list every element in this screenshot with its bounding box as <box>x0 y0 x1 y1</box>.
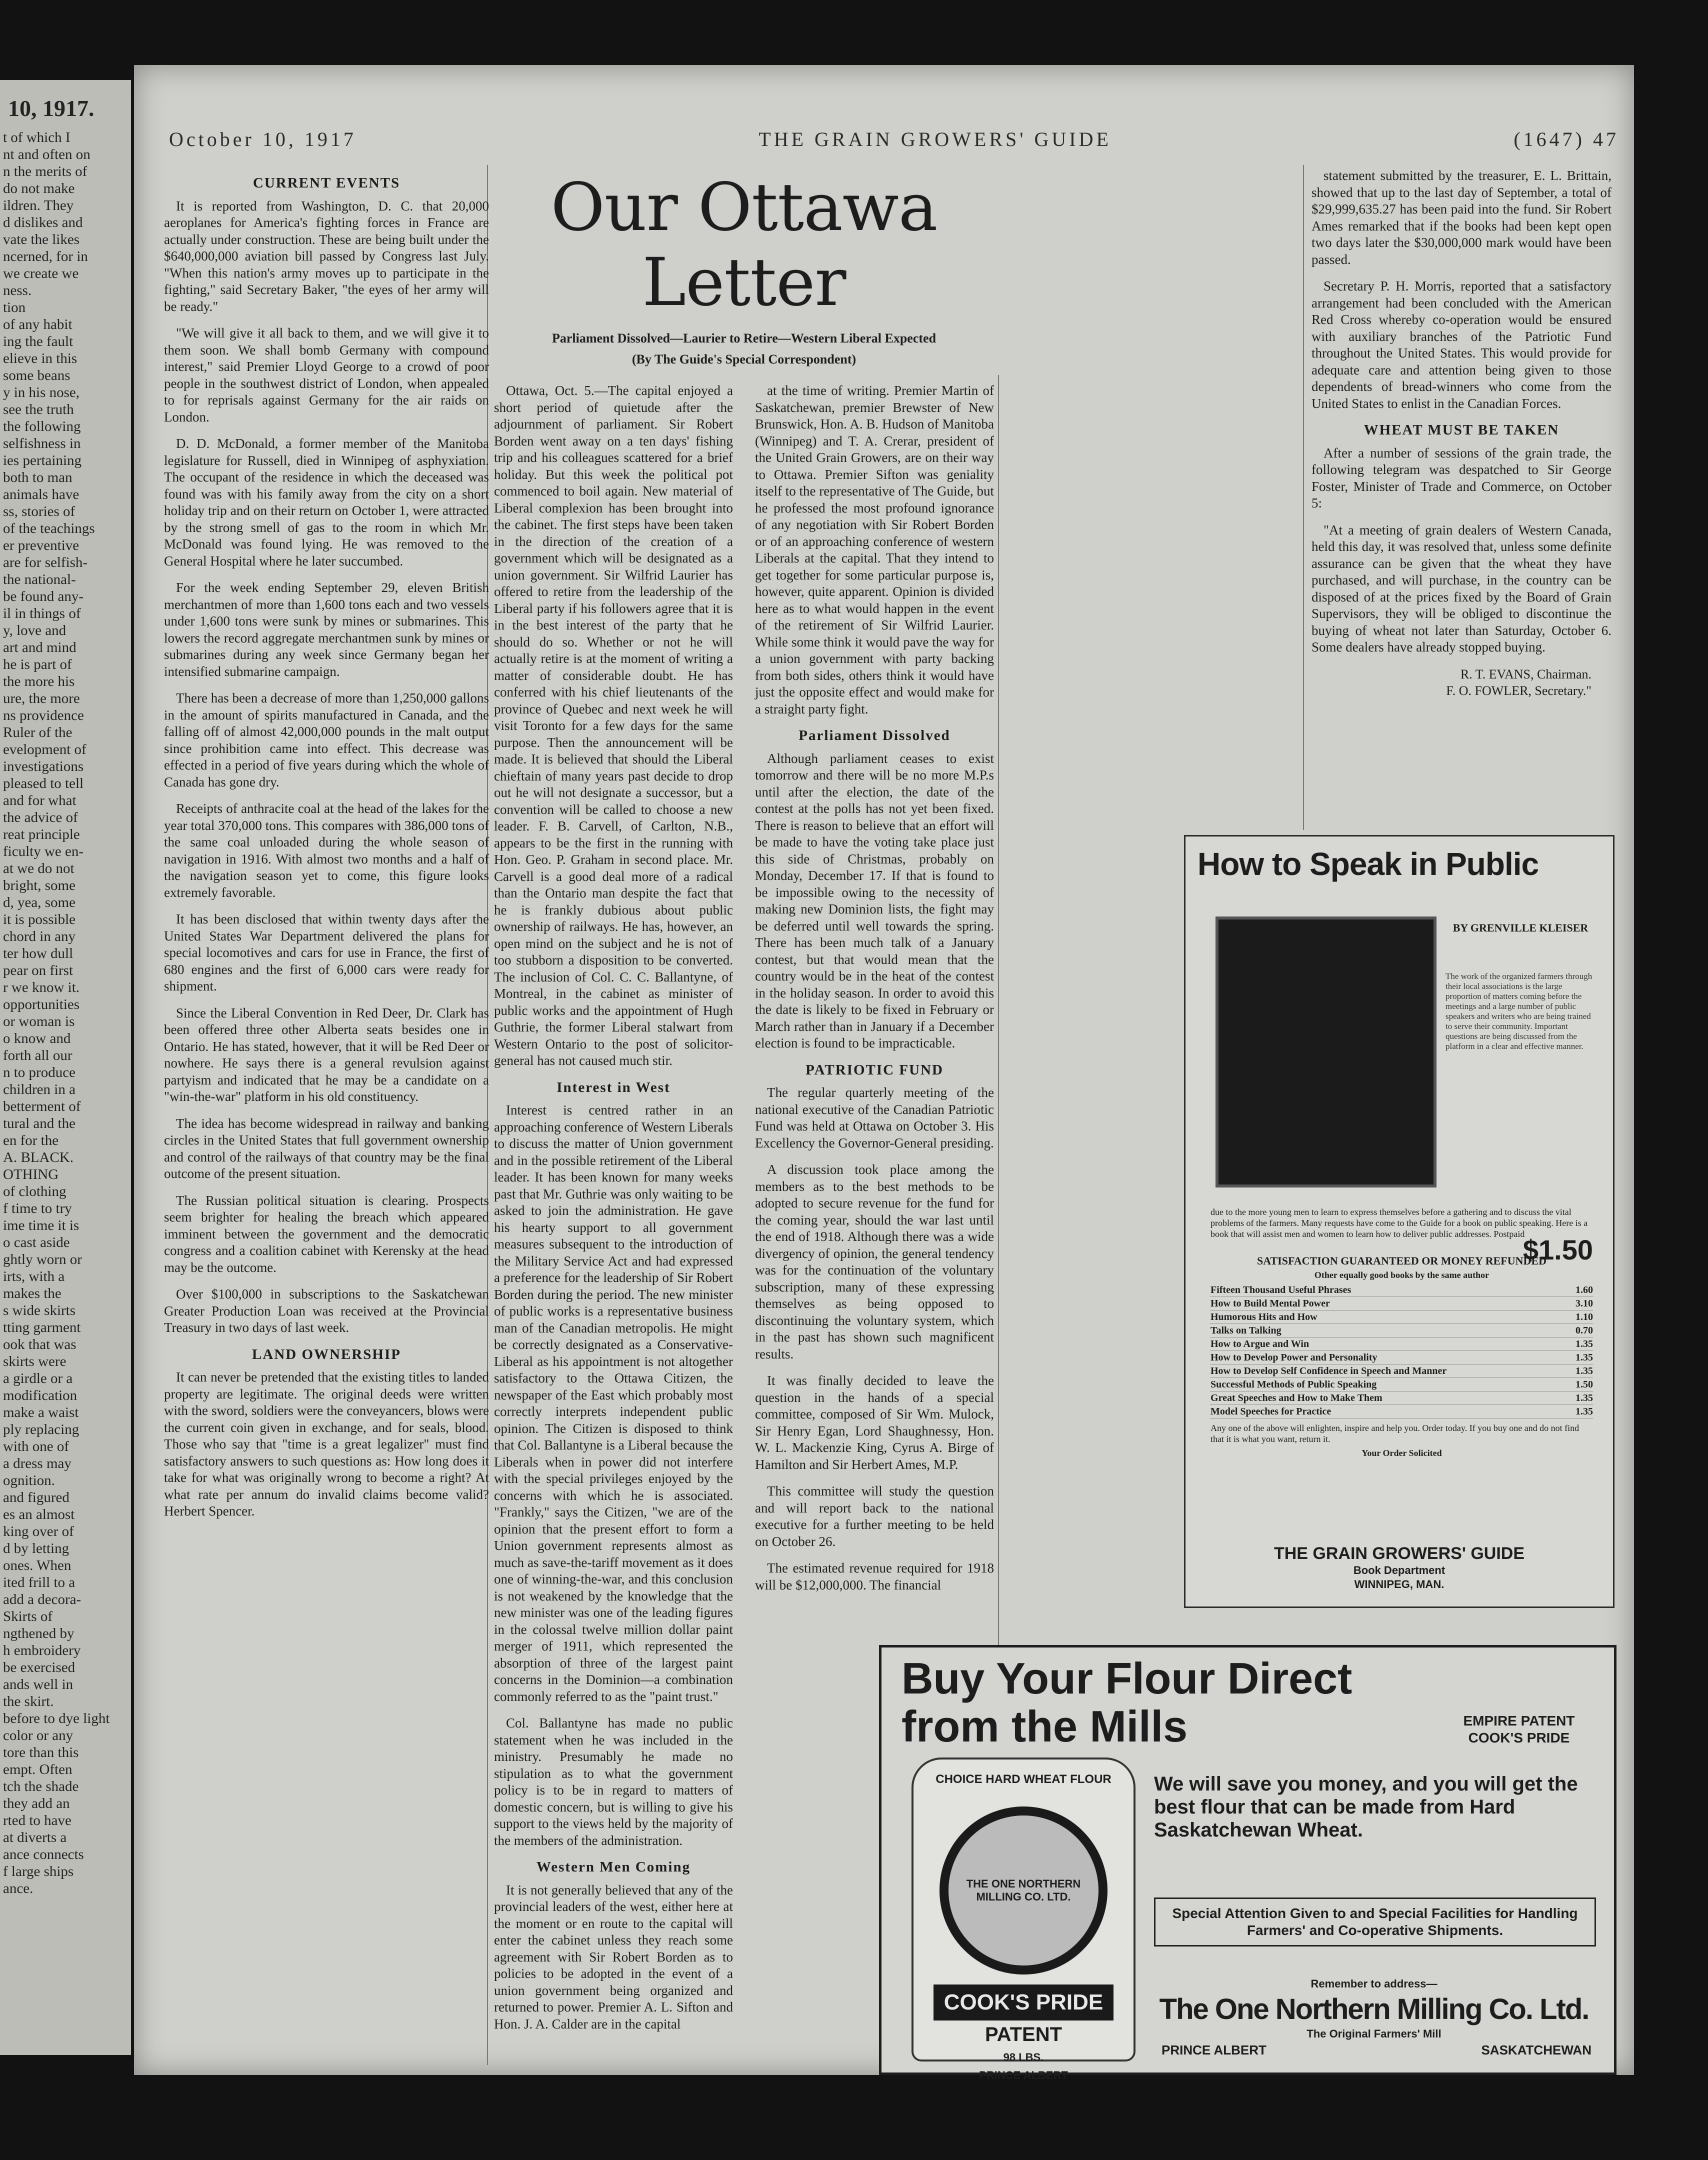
previous-page-line: h embroidery <box>3 1642 81 1658</box>
previous-page-line: d dislikes and <box>3 214 83 230</box>
previous-page-line: es an almost <box>3 1506 75 1522</box>
interest-body <box>494 1102 733 1849</box>
special-attention-box: Special Attention Given to and Special Facilities for Handling Farmers' and Co-operative Shipments. <box>1154 1898 1596 1946</box>
book-title: Fifteen Thousand Useful Phrases <box>1210 1284 1352 1296</box>
previous-page-line: children in a <box>3 1082 76 1098</box>
book-list-item <box>1210 1324 1593 1338</box>
book-title: Humorous Hits and How <box>1210 1312 1318 1322</box>
remember-address: Remember to address— <box>1310 1978 1438 1990</box>
previous-page-line: empt. Often <box>3 1762 72 1778</box>
previous-page-line: selfishness in <box>3 436 81 452</box>
bag-weight: 98 LBS. <box>1003 2051 1044 2064</box>
previous-page-line: ance connects <box>3 1846 84 1862</box>
previous-page-line: some beans <box>3 368 70 384</box>
previous-page-line: il in things of <box>3 606 81 622</box>
previous-page-line: evelopment of <box>3 742 86 758</box>
previous-page-line: n the merits of <box>3 164 88 180</box>
previous-page-line: ognition. <box>3 1472 55 1488</box>
column-paragraph: After a number of sessions of the grain trade, the following telegram was despatched to Sir George Foster, Minister of Trade and Commerce, on October 5: <box>1312 445 1612 510</box>
previous-page-line: and for what <box>3 792 76 808</box>
dissolved-heading: Parliament Dissolved <box>798 728 950 744</box>
previous-page-line: ghtly worn or <box>3 1252 82 1268</box>
previous-page-line: tore than this <box>3 1744 79 1760</box>
article-continued <box>755 382 994 718</box>
company-name: The One Northern Milling Co. Ltd. <box>1159 1993 1589 2026</box>
previous-page-line: animals have <box>3 486 80 502</box>
column-paragraph: "At a meeting of grain dealers of Western Canada, held this day, it was resolved that, unless some definite assurance can be given that the wheat they have purchased, and will purchase, in the country can be disposed of at the prices fixed by the Board of Grain Supervisors, they will be obliged to discontinue the buying of wheat not later than Saturday, October 6. Some dealers have already stopped buying. <box>1312 522 1612 654</box>
previous-page-line: be found any- <box>3 588 84 604</box>
previous-page-line: rted to have <box>3 1812 72 1828</box>
previous-page-line: o cast aside <box>3 1234 70 1250</box>
running-head <box>169 125 1619 153</box>
article-paragraph: Ottawa, Oct. 5.—The capital enjoyed a short period of quietude after the adjournment of parliament. Sir Robert Borden went away on a ten days' fishing trip and his colleagues scattered for a brief holiday. But this week the political pot commenced to boil again. New material of Liberal complexion has been brought into the cabinet. The first steps have been taken in the direction of the creation of a government which will be designated as a union government. Sir Wilfrid Laurier has offered to retire from the leadership of the Liberal party if his followers agree that it is in the best interest of the party that he should do so. Whether or not he will actually retire is at the moment of writing a matter of considerable doubt. He has conferred with his chief lieutenants of the province of Quebec and next week he will visit Toronto for a few days for the same purpose. Then the announcement will be made. It is believed that should the Liberal chieftain of many years past decide to drop out he will not designate a successor, but a convention will be called to choose a new leader. F. B. Carvell, of Carlton, N.B., appears to be the first in the running with Hon. Geo. P. Graham in second place. Mr. Carvell is a good deal more of a radical than the Ontario man despite the fact that he is frankly dubious about public ownership of railways. He has, however, an open mind on the subject and he is not of too stubborn a disposition to be converted. The inclusion of Col. C. C. Ballantyne, of Montreal, in the cabinet as minister of public works and the appointment of Hugh Guthrie, the former Liberal stalwart from Western Ontario to the post of solicitor-general has not caused much stir. <box>494 383 733 1068</box>
brand-cooks: COOK'S PRIDE <box>1468 1730 1570 1746</box>
previous-page-line: d by letting <box>3 1540 70 1556</box>
company-address <box>1162 2042 1592 2058</box>
book-price-item: 1.60 <box>1576 1284 1593 1296</box>
previous-page-line: Ruler of the <box>3 724 72 740</box>
book-title: Great Speeches and How to Make Them <box>1210 1392 1382 1404</box>
western-men-heading: Western Men Coming <box>536 1859 691 1875</box>
previous-page-line: ance. <box>3 1880 34 1896</box>
wheat-heading: WHEAT MUST BE TAKEN <box>1364 422 1560 438</box>
previous-page-line: y in his nose, <box>3 384 80 400</box>
previous-page-line: make a waist <box>3 1404 79 1420</box>
book-title: How to Develop Self Confidence in Speech and Manner <box>1210 1366 1447 1376</box>
current-events-item: D. D. McDonald, a former member of the Manitoba legislature for Russell, died in Winnipeg of asphyxiation. The occupant of the residence in which the deceased was found was with his family away from the city on a short holiday trip and on their return on October 1, were attracted by the strong smell of gas to the room in which Mr. McDonald was found lying. He was removed to the General Hospital where he later succumbed. <box>164 436 489 568</box>
previous-page-line: see the truth <box>3 402 74 418</box>
bag-patent: PATENT <box>984 2024 1062 2046</box>
previous-page-line: ncerned, for in <box>3 248 88 264</box>
previous-page-line: en for the <box>3 1132 59 1148</box>
current-events-item: There has been a decrease of more than 1,250,000 gallons in the amount of spirits manufactured in Canada, and the falling off of almost 42,000,000 pounds in the malt output since prohibition came into effect. This decrease was effected in a period of five years during which the whole of Canada has gone dry. <box>164 690 490 790</box>
patriotic-fund-body <box>755 1084 994 1594</box>
previous-page-line: ns providence <box>3 708 84 724</box>
previous-page-line: ildren. They <box>3 198 74 214</box>
flour-advertisement <box>879 1645 1616 2082</box>
previous-page-line: Skirts of <box>3 1608 53 1624</box>
previous-page-line: ands well in <box>3 1676 74 1692</box>
previous-page-line: add a decora- <box>3 1592 82 1608</box>
brand-empire: EMPIRE PATENT <box>1463 1713 1575 1728</box>
previous-page-line: vate the likes <box>3 232 80 248</box>
company-tagline: The Original Farmers' Mill <box>1306 2028 1442 2040</box>
previous-page-line: betterment of <box>3 1098 81 1114</box>
previous-page-line: skirts were <box>3 1354 66 1370</box>
book-author: BY GRENVILLE KLEISER <box>1452 922 1588 934</box>
previous-page-line: ime time it is <box>3 1218 80 1234</box>
book-title: Talks on Talking <box>1210 1325 1282 1336</box>
previous-page-line: ter how dull <box>3 946 74 962</box>
headline-line-2: from the Mills <box>902 1702 1188 1751</box>
previous-page-line: tural and the <box>3 1116 76 1132</box>
previous-page-line: ngthened by <box>3 1626 74 1642</box>
article-paragraph: The estimated revenue required for 1918 will be $12,000,000. The financial <box>755 1560 994 1592</box>
previous-page-line: with one of <box>3 1438 70 1454</box>
order-note: Any one of the above will enlighten, inspire and help you. Order today. If you buy one and do not find that it is what you want, return it. <box>1210 1423 1580 1444</box>
bag-city: PRINCE ALBERT <box>979 2069 1068 2082</box>
previous-page-line: r we know it. <box>3 980 80 996</box>
book-list-item <box>1210 1378 1593 1392</box>
bag-top-text: CHOICE HARD WHEAT FLOUR <box>936 1772 1112 1786</box>
column-rule <box>998 375 999 1840</box>
book-list-item <box>1210 1284 1593 1297</box>
previous-page-line: we create we <box>3 266 79 282</box>
current-events-item: Receipts of anthracite coal at the head of the lakes for the year total 370,000 tons. This compares with 386,000 tons of the same coal unloaded during the whole season of navigation in 1916. With almost two months and a half of the navigation season yet to come, this figure looks extremely favorable. <box>164 801 489 900</box>
previous-page-line: it is possible <box>3 912 76 928</box>
previous-page-line: er preventive <box>3 538 80 554</box>
previous-page-line: opportunities <box>3 996 80 1012</box>
previous-page-line: ss, stories of <box>3 504 76 520</box>
previous-page-line: f large ships <box>3 1864 74 1880</box>
bag-seal <box>940 1806 1108 1974</box>
previous-page-line: o know and <box>3 1030 71 1046</box>
article-left-column <box>494 382 733 2042</box>
publisher-name: THE GRAIN GROWERS' GUIDE <box>1274 1544 1525 1563</box>
guarantee: SATISFACTION GUARANTEED OR MONEY REFUNDED <box>1257 1254 1546 1267</box>
previous-page-line: s wide skirts <box>3 1302 76 1318</box>
previous-page-line: OTHING <box>3 1166 59 1182</box>
previous-page-line: makes the <box>3 1286 62 1302</box>
previous-page-line: forth all our <box>3 1048 72 1064</box>
previous-page-line: at we do not <box>3 860 74 876</box>
previous-page-line: and figured <box>3 1490 70 1506</box>
book-price-item: 1.35 <box>1576 1392 1593 1404</box>
previous-page-line: bright, some <box>3 878 76 894</box>
previous-page-line: of the teachings <box>3 520 95 536</box>
previous-page-line: tion <box>3 300 26 316</box>
previous-page-line: ply replacing <box>3 1422 80 1438</box>
book-price-item: 1.35 <box>1576 1406 1593 1417</box>
previous-page-line: of clothing <box>3 1184 66 1200</box>
dissolved-text: Although parliament ceases to exist tomorrow and there will be no more M.P.s until after the election, the date of the contest at the polls has not yet been fixed. There is reason to believe that an effort will be made to have the voting take place just this side of Christmas, probably on Monday, December 17. If that is found to be impossible owing to the necessity of making new Dominion lists, the fight may be deferred until well towards the spring. There has been much talk of a January contest, but that would mean that the country would be in the heat of the contest in the holiday season. In order to avoid this the date is likely to be fixed in February or March rather than in January if a December election is found to be impracticable. <box>755 750 994 1050</box>
previous-page-line: tch the shade <box>3 1778 79 1794</box>
current-events-body <box>164 198 489 1336</box>
book-title: How to Build Mental Power <box>1210 1298 1330 1309</box>
previous-page-line: investigations <box>3 758 84 774</box>
current-events-item: Over $100,000 in subscriptions to the Saskatchewan Greater Production Loan was received at the Provincial Treasury in two days of last week. <box>164 1286 489 1335</box>
book-title: How to Develop Power and Personality <box>1210 1352 1378 1363</box>
book-list-item <box>1210 1392 1593 1405</box>
book-title: How to Argue and Win <box>1210 1338 1310 1350</box>
company-province: SASKATCHEWAN <box>1481 2042 1592 2058</box>
column-paragraph: statement submitted by the treasurer, E. L. Brittain, showed that up to the last day of September, a total of $29,999,635.27 has been paid into the fund. Sir Robert Ames remarked that if the books had been kept open two days later the $30,000,000 mark would have been passed. <box>1312 168 1612 267</box>
current-events-item: "We will give it all back to them, and we will give it to them soon. We shall bomb Germany with compound interest," said Premier Lloyd George to a crowd of poor people in the southwest district of London, when appealed to for reprisals against Germany for the air raids on London. <box>164 326 489 424</box>
previous-page-line: the advice of <box>3 810 78 826</box>
current-events-item: For the week ending September 29, eleven British merchantmen of more than 1,600 tons each and two vessels under 1,600 tons were sunk by mines or submarines. This lowers the record aggregate merchantmen sunk by mines or submarines during any week since Germany began her intensified submarine campaign. <box>164 580 489 679</box>
brand-names <box>1444 1712 1594 1746</box>
price-block <box>1210 1206 1593 1458</box>
book-list-item <box>1210 1364 1593 1378</box>
bag-brand-name: COOK'S PRIDE <box>934 1984 1114 2020</box>
publisher-block <box>1206 1544 1593 1592</box>
previous-page-line: elieve in this <box>3 350 78 366</box>
previous-page-line: be exercised <box>3 1660 76 1676</box>
right-column-body <box>1312 168 1612 412</box>
previous-page-line: of any habit <box>3 316 72 332</box>
previous-page-line: irts, with a <box>3 1268 65 1284</box>
book-cover-image <box>1216 916 1436 1188</box>
current-events-column <box>164 170 489 2070</box>
right-column <box>1312 168 1612 948</box>
previous-page-line: the more his <box>3 674 75 690</box>
land-ownership-heading: LAND OWNERSHIP <box>252 1346 401 1362</box>
article-paragraph: This committee will study the question and will report back to the national executive for a further meeting to be held on October 26. <box>755 1484 994 1549</box>
page-number: (1647) 47 <box>1514 128 1619 150</box>
previous-page-line: nt and often on <box>3 146 90 162</box>
previous-page-line: chord in any <box>3 928 76 944</box>
article-intro <box>494 382 733 1070</box>
book-price-item: 1.50 <box>1576 1379 1593 1390</box>
book-price-item: 1.35 <box>1576 1352 1593 1363</box>
interest-heading: Interest in West <box>556 1079 670 1096</box>
publisher-department: Book Department <box>1353 1564 1446 1576</box>
previous-page-line: a dress may <box>3 1456 72 1472</box>
column-paragraph: Secretary P. H. Morris, reported that a satisfactory arrangement had been concluded with the American Red Cross whereby co-operation would be ensured with auxiliary branches of the Patriotic Fund throughout the United States. This would provide for adequate care and attention being given to those dependents of bread-winners who come from the United States to enlist in the Canadian Forces. <box>1312 278 1612 411</box>
previous-page-line: reat principle <box>3 826 80 842</box>
previous-page-line: they add an <box>3 1796 70 1812</box>
current-events-item: The idea has become widespread in railway and banking circles in the United States that full government ownership and control of the railways of that country may be the final outcome of the present situation. <box>164 1116 489 1181</box>
article-byline: (By The Guide's Special Correspondent) <box>632 352 856 366</box>
previous-page-line: he is part of <box>3 656 72 672</box>
book-blurb: The work of the organized farmers through their local associations is the large proportion of matters coming before the meetings and a large number of public speakers and writers who are being trained to serve their community. Important questions are being discussed from the platform in a clear and effective manner. <box>1446 972 1592 1051</box>
wheat-body <box>1312 445 1612 656</box>
book-price-item: 1.10 <box>1576 1312 1593 1322</box>
signature-chairman: R. T. EVANS, Chairman. <box>1460 666 1592 682</box>
book-list <box>1210 1284 1593 1418</box>
book-price-item: 1.35 <box>1576 1366 1593 1376</box>
flour-bag-illustration <box>912 1758 1136 2082</box>
newspaper-page <box>134 65 1634 2082</box>
previous-page-line: ure, the more <box>3 690 80 706</box>
book-list-item <box>1210 1351 1593 1364</box>
price-text: due to the more young men to learn to express themselves before a gathering and to discuss the vital problems of the farmers. Many requests have come to the Guide for a book on public speaking. Here is a book that will assist men and women to learn how to deliver public addresses. Postpaid <box>1210 1207 1588 1239</box>
previous-page-header: 10, 1917. <box>8 96 94 121</box>
article-paragraph: at the time of writing. Premier Martin of Saskatchewan, premier Brewster of New Brunswick, Hon. A. B. Hudson of Manitoba (Winnipeg) and T. A. Crerar, president of the United Grain Growers, are on their way to Ottawa. Premier Sifton was geniality itself to the representative of The Guide, but he professed the most profound ignorance of any negotiation with Sir Robert Borden or of an approaching conference of western Liberals at the capital. That they intend to get together for some particular purpose is, however, quite apparent. Opinion is divided here as to what would happen in the event of the retirement of Sir Wilfrid Laurier. While some think it would pave the way for a union government with party backing from both sides, others think it would have just the opposite effect and would make for a straight party fight. <box>755 383 994 716</box>
previous-page-line: art and mind <box>3 640 76 656</box>
previous-page-line: before to dye light <box>3 1710 110 1726</box>
previous-page-line: ing the fault <box>3 334 74 350</box>
book-list-item <box>1210 1405 1593 1418</box>
previous-page-line: ficulty we en- <box>3 844 84 860</box>
current-events-item: Since the Liberal Convention in Red Deer, Dr. Clark has been offered three other Alberta seats besides one in Ontario. He has stated, however, that it will be Red Deer or nowhere. He says there is a general revulsion against partyism and indicated that he may be a candidate on a "win-the-war" platform in his old constituency. <box>164 1005 489 1104</box>
previous-page-line: pleased to tell <box>3 776 84 792</box>
previous-page-line: king over of <box>3 1524 74 1540</box>
article-paragraph: Col. Ballantyne has made no public statement when he was included in the ministry. Presumably he made no stipulation as to what the government policy is to be in regard to matters of domestic concern, but is willing to give his support to the views held by the majority of the members of the administration. <box>494 1716 733 1848</box>
article-paragraph: It was finally decided to leave the question in the hands of a special committee, composed of Sir Wm. Mulock, Sir Henry Egan, Lord Shaughnessy, Hon. W. L. Mackenzie King, Cyrus A. Birge of Hamilton and Sir Herbert Ames, M.P. <box>755 1373 994 1472</box>
previous-page-line: both to man <box>3 470 72 486</box>
book-list-item <box>1210 1338 1593 1351</box>
previous-page-line: A. BLACK. <box>3 1150 74 1166</box>
patriotic-fund-heading: PATRIOTIC FUND <box>806 1062 944 1078</box>
book-price-item: 1.35 <box>1576 1338 1593 1350</box>
previous-page-line: pear on first <box>3 962 74 978</box>
column-rule <box>1303 165 1304 830</box>
previous-page-line: ness. <box>3 282 32 298</box>
current-events-item: It has been disclosed that within twenty days after the United States War Department delivered the plans for special locomotives and cars for use in France, the first of 680 engines and the first of 6,000 cars were ready for shipment. <box>164 912 489 994</box>
previous-page-line: modification <box>3 1388 78 1404</box>
flour-pitch: We will save you money, and you will get the best flour that can be made from Hard Saskatchewan Wheat. <box>1154 1773 1578 1841</box>
company-city: PRINCE ALBERT <box>1162 2042 1266 2058</box>
book-list-item <box>1210 1297 1593 1310</box>
previous-page-line: n to produce <box>3 1064 76 1080</box>
previous-page-line: do not make <box>3 180 75 196</box>
book-title: Model Speeches for Practice <box>1210 1406 1332 1417</box>
book-title: Successful Methods of Public Speaking <box>1210 1379 1377 1390</box>
previous-page-line: ook that was <box>3 1336 76 1352</box>
previous-page-line: ies pertaining <box>3 452 82 468</box>
previous-page-line: are for selfish- <box>3 554 88 570</box>
article-subtitle: Parliament Dissolved—Laurier to Retire—Western Liberal Expected <box>552 331 936 346</box>
article-paragraph: Interest is centred rather in an approaching conference of Western Liberals to discuss the matter of Union government and in the possible retirement of the Liberal leader. It has been known for many weeks past that Mr. Guthrie was only waiting to be asked to join the administration. He gave his hearty support to all government measures subsequent to the introduction of the Military Service Act and had expressed a preference for the leadership of Sir Robert Borden during the period. The new minister of public works is a representative business man of the Canadian metropolis. He might be correctly designated as a Conservative-Liberal as his appointment is not altogether satisfactory to the Ottawa Citizen, the newspaper of the East which probably most correctly interprets independent public opinion. The Citizen is disposed to think that Col. Ballantyne is a Liberal because the Liberals when in power did not interfere with the special privileges enjoyed by the concerns with which he is associated. "Frankly," says the Citizen, "we are of the opinion that the present effort to form a Union government represents almost as much as save-the-tariff movement as it does one of winning-the-war, and this conclusion is not weakened by the knowledge that the new minister was one of the leading figures in the colossal twelve million dollar paint merger of 1911, which represented the absorption of three of the largest paint concerns in the Dominion—a combination commonly referred to as the "paint trust." <box>494 1102 733 1704</box>
previous-page-line: d, yea, some <box>3 894 76 910</box>
publication-name: THE GRAIN GROWERS' GUIDE <box>758 128 1112 150</box>
signature-secretary: F. O. FOWLER, Secretary." <box>1446 684 1592 698</box>
ad-title: How to Speak in Public <box>1198 846 1539 882</box>
flour-headline <box>902 1654 1432 1750</box>
book-price-item: 3.10 <box>1576 1298 1593 1309</box>
article-title: Our Ottawa Letter <box>550 169 938 321</box>
previous-page-line: the skirt. <box>3 1694 54 1710</box>
previous-page-line: color or any <box>3 1728 74 1744</box>
previous-page-line: tting garment <box>3 1320 81 1336</box>
other-books-heading: Other equally good books by the same author <box>1314 1270 1490 1280</box>
book-price: $1.50 <box>1522 1234 1593 1266</box>
book-advertisement <box>1184 835 1614 1608</box>
previous-page-line: ited frill to a <box>3 1574 76 1590</box>
article-paragraph: A discussion took place among the members as to the best methods to be adopted to secure revenue for the fund for the coming year, should the war last until the end of 1918. Although there was a wide divergency of opinion, the general tendency was for the continuation of the voluntary subscription, many of these expressing themselves as being opposed to discontinuing the voluntary system, which in the past has shown such magnificent results. <box>755 1162 994 1362</box>
bag-seal-text: THE ONE NORTHERN MILLING CO. LTD. <box>966 1878 1081 1903</box>
article-paragraph: The regular quarterly meeting of the national executive of the Canadian Patriotic Fund was held at Ottawa on October 3. His Excellency the Governor-General presiding. <box>755 1085 994 1150</box>
previous-page-line: the national- <box>3 572 76 588</box>
previous-page-text <box>0 129 131 1897</box>
previous-page-line: a girdle or a <box>3 1370 73 1386</box>
issue-date: October 10, 1917 <box>169 128 356 150</box>
order-solicited: Your Order Solicited <box>1362 1448 1442 1458</box>
current-events-item: The Russian political situation is clearing. Prospects seem brighter for healing the breach which appeared imminent between the government and the democratic congress and a coalition cabinet with Kerensky at the head may be the outcome. <box>164 1192 489 1275</box>
previous-page-line: ones. When <box>3 1558 72 1574</box>
land-ownership-text: It can never be pretended that the existing titles to landed property are legitimate. The original deeds were written with the sword, soldiers were the conveyancers, blows were the current coin given in exchange, and for seals, blood. Those who say that "time is a great legalizer" must find satisfactory answers to such questions as: How long does it take for what was originally wrong to become a right? At what rate per annum do invalid claims become valid? Herbert Spencer. <box>164 1370 489 1518</box>
previous-page-line: the following <box>3 418 81 434</box>
previous-page-line: t of which I <box>3 130 70 146</box>
western-men-text: It is not generally believed that any of the provincial leaders of the west, either here at the moment or en route to the capital will enter the cabinet unless they reach some agreement with Sir Robert Borden as to policies to be adopted in the event of a union government being organized and returned to power. Premier A. L. Sifton and Hon. J. A. Calder are in the capital <box>494 1882 733 2032</box>
previous-page-line: f time to try <box>3 1200 72 1216</box>
publisher-city: WINNIPEG, MAN. <box>1354 1578 1444 1590</box>
book-list-item <box>1210 1310 1593 1324</box>
previous-page-strip <box>0 80 131 2055</box>
headline-line-1: Buy Your Flour Direct <box>902 1654 1352 1703</box>
previous-page-line: at diverts a <box>3 1830 67 1846</box>
current-events-item: It is reported from Washington, D. C. that 20,000 aeroplanes for America's fighting forces in France are actually under construction. These are being built under the $640,000,000 aviation bill passed by Congress last July. "When this nation's army moves up to participate in the fighting," said Secretary Baker, "the eyes of her army will be ready." <box>164 198 489 314</box>
previous-page-line: or woman is <box>3 1014 75 1030</box>
previous-page-line: y, love and <box>3 622 66 638</box>
book-price-item: 0.70 <box>1576 1325 1593 1336</box>
current-events-heading: CURRENT EVENTS <box>252 175 400 191</box>
